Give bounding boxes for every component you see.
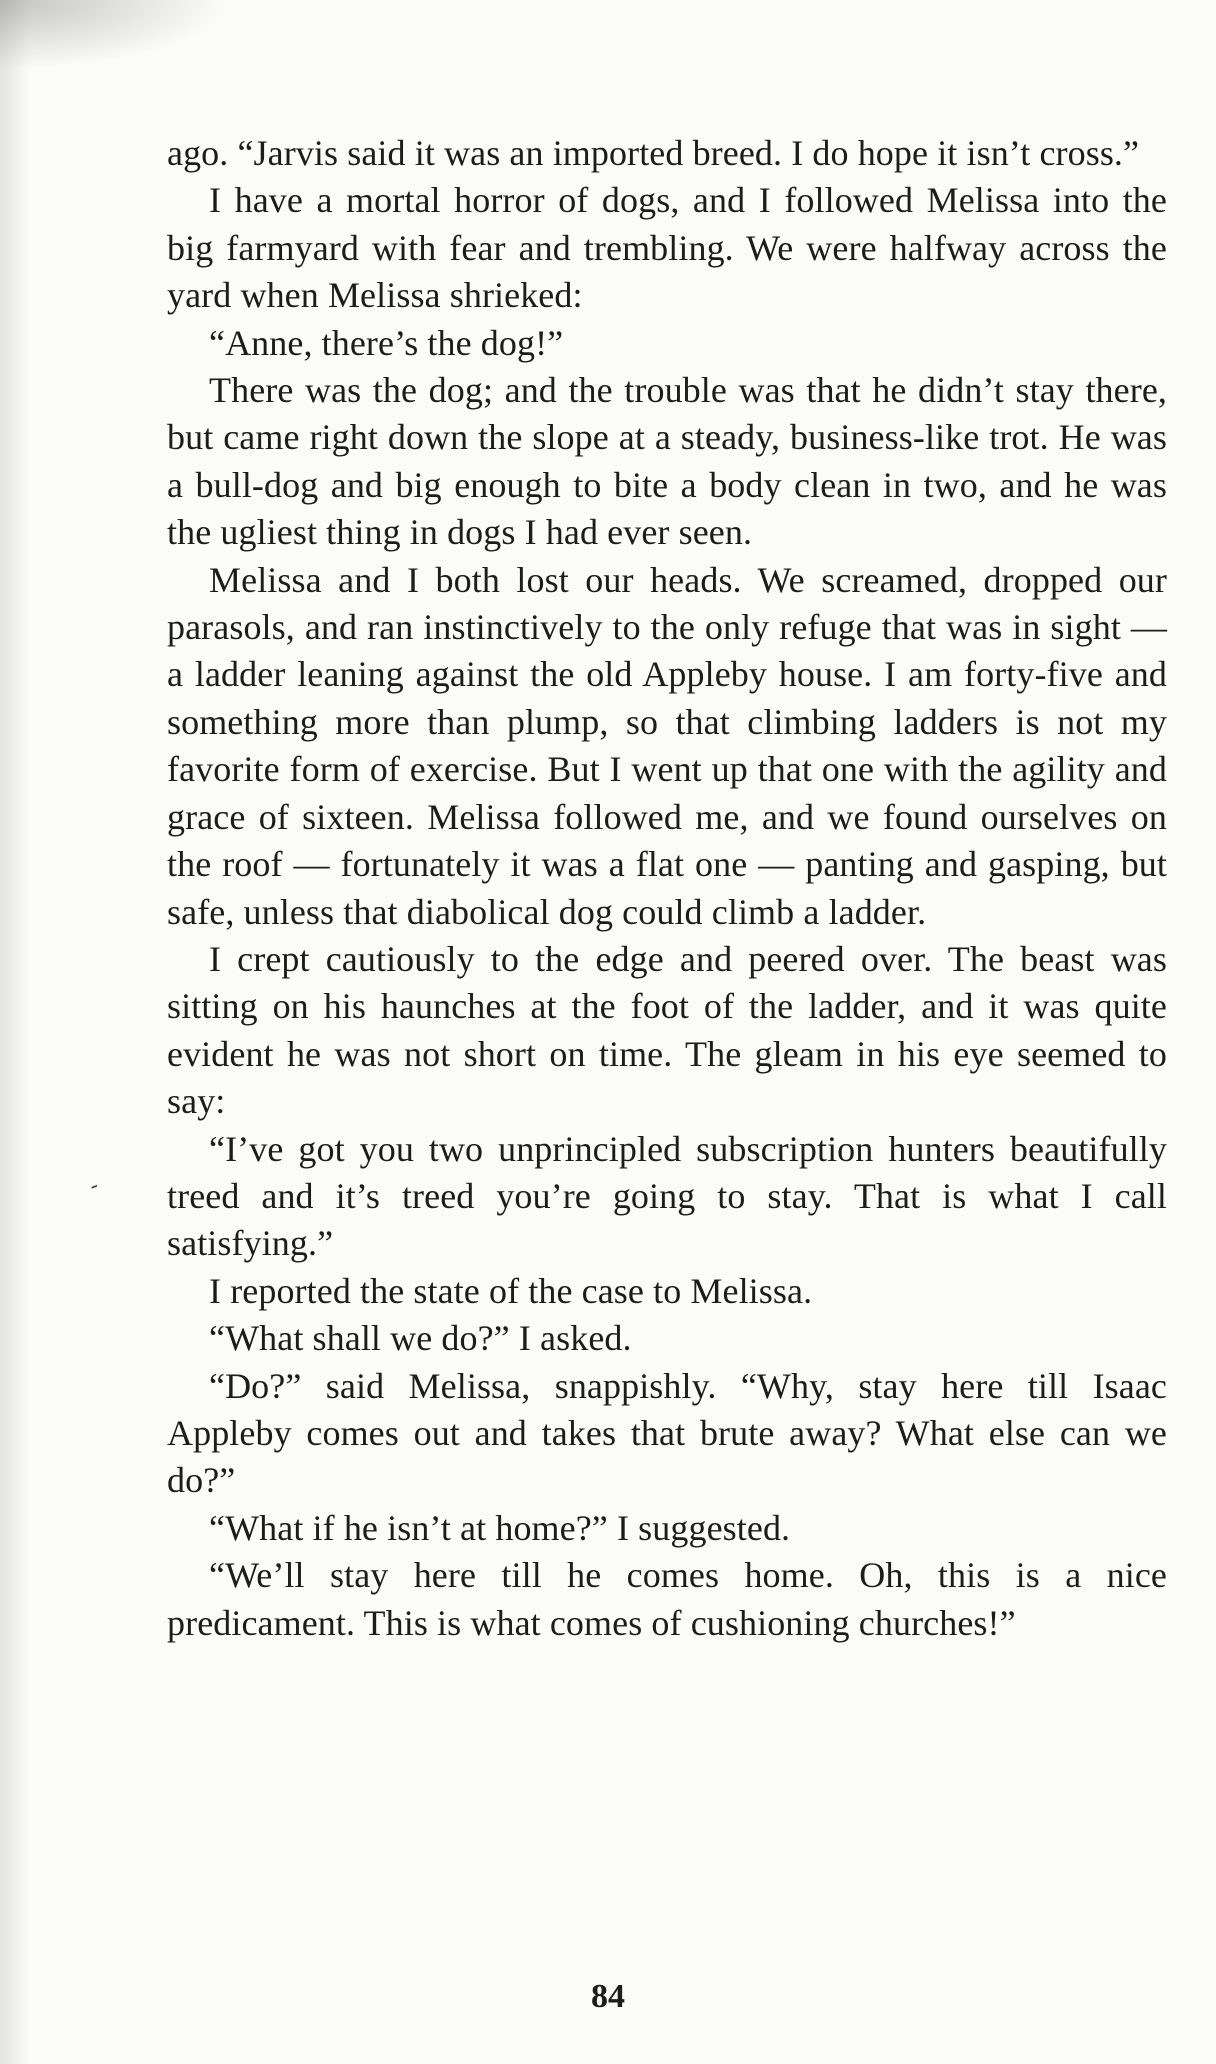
paragraph: “Do?” said Melissa, snappishly. “Why, stay here till Isaac Appleby comes out and takes that brute away? What else can we do?” [167, 1365, 1167, 1501]
scan-shadow-edge [0, 0, 30, 2064]
paragraph: I crept cautiously to the edge and peered over. The beast was sitting on his haunches at the foot of the ladder, and it was quite evident he was not short on time. The gleam in his eye seemed to say: [167, 938, 1167, 1122]
paragraph: I reported the state of the case to Melissa. [209, 1270, 813, 1311]
paragraph: ago. “Jarvis said it was an imported breed. I do hope it isn’t cross.” [167, 133, 1140, 173]
paragraph: “I’ve got you two unprincipled subscription hunters beautifully treed and it’s treed you’re going to stay. That is what I call satisfying.” [167, 1128, 1167, 1264]
paragraph: “What if he isn’t at home?” I suggested. [209, 1507, 791, 1548]
paragraph: “Anne, there’s the dog!” [209, 322, 564, 363]
paragraph: I have a mortal horror of dogs, and I followed Melissa into the big farmyard with fear and trembling. We were halfway across the yard when Melissa shrieked: [167, 180, 1167, 316]
paragraph: There was the dog; and the trouble was that he didn’t stay there, but came right down the slope at a steady, business-like trot. He was a bull-dog and big enough to bite a body clean in two, and he was the ugliest thing in dogs I had ever seen. [167, 370, 1167, 553]
stray-ink-mark: - [85, 1171, 102, 1198]
paragraph: Melissa and I both lost our heads. We screamed, dropped our parasols, and ran instinctively to the only refuge that was in sight — a ladder leaning against the old Appleby house. I am forty-five and something more than plump, so that climbing ladders is not my favorite form of exercise. But I went up that one with the agility and grace of sixteen. Melissa followed me, and we found ourselves on the roof — fortunately it was a flat one — panting and gasping, but safe, unless that diabolical dog could climb a ladder. [167, 559, 1167, 932]
page-number: 84 [591, 1978, 625, 2015]
body-text [167, 130, 1167, 1647]
scan-corner-smudge [0, 0, 230, 70]
paragraph: “What shall we do?” I asked. [209, 1318, 632, 1359]
paragraph: “We’ll stay here till he comes home. Oh, this is a nice predicament. This is what comes of cushioning churches!” [167, 1555, 1167, 1643]
